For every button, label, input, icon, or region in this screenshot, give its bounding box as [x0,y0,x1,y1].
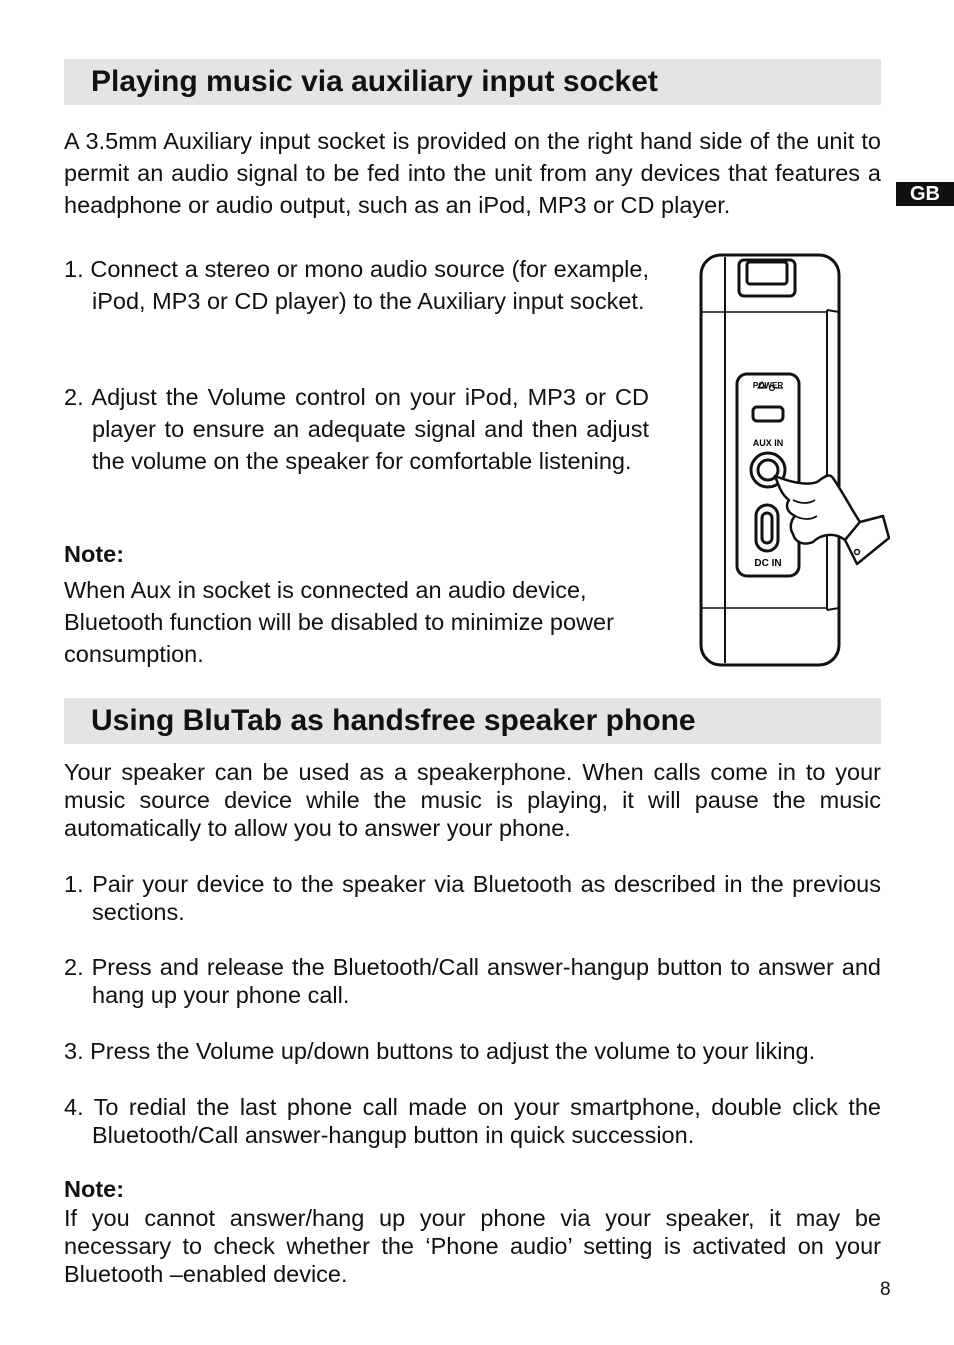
aux-note-text: When Aux in socket is connected an audio device, Bluetooth function will be disabled to minimize power consumption. [64,577,614,667]
speakerphone-step-4: 4. To redial the last phone call made on your smartphone, double click the Bluetooth/Call answer-hangup button in quick succession. [64,1094,881,1148]
speakerphone-note-text: If you cannot answer/hang up your phone via your speaker, it may be necessary to check whether the ‘Phone audio’ setting is activated on your Bluetooth –enabled device. [64,1205,881,1287]
power-label: POWER [752,381,784,390]
aux-step-2: 2. Adjust the Volume control on your iPod, MP3 or CD player to ensure an adequate signal and then adjust the volume on the speaker for comfortable listening. [64,384,649,474]
language-badge: GB [896,182,954,206]
speakerphone-intro-paragraph: Your speaker can be used as a speakerphone. When calls come in to your music source device while the music is playing, it will pause the music automatically to allow you to answer your phone. [64,759,881,841]
aux-step-1: 1. Connect a stereo or mono audio source (for example, iPod, MP3 or CD player) to the Auxiliary input socket. [64,256,649,314]
aux-intro-paragraph: A 3.5mm Auxiliary input socket is provided on the right hand side of the unit to permit an audio signal to be fed into the unit from any devices that features a headphone or audio output, such as an iPod, MP3 or CD player. [64,128,881,218]
aux-in-label: AUX IN [752,438,784,448]
page-number: 8 [880,1279,891,1300]
section-title-speakerphone: Using BluTab as handsfree speaker phone [64,698,881,744]
speakerphone-note-label: Note: [64,1176,125,1202]
speakerphone-step-3: 3. Press the Volume up/down buttons to adjust the volume to your liking. [64,1038,816,1064]
speakerphone-step-1: 1. Pair your device to the speaker via Bluetooth as described in the previous sections. [64,871,881,925]
dc-in-label: DC IN [754,558,782,569]
aux-note-label: Note: [64,541,125,567]
speaker-side-illustration [695,250,890,672]
section-title-aux: Playing music via auxiliary input socket [64,59,881,105]
speakerphone-step-2: 2. Press and release the Bluetooth/Call answer-hangup button to answer and hang up your phone call. [64,954,881,1008]
